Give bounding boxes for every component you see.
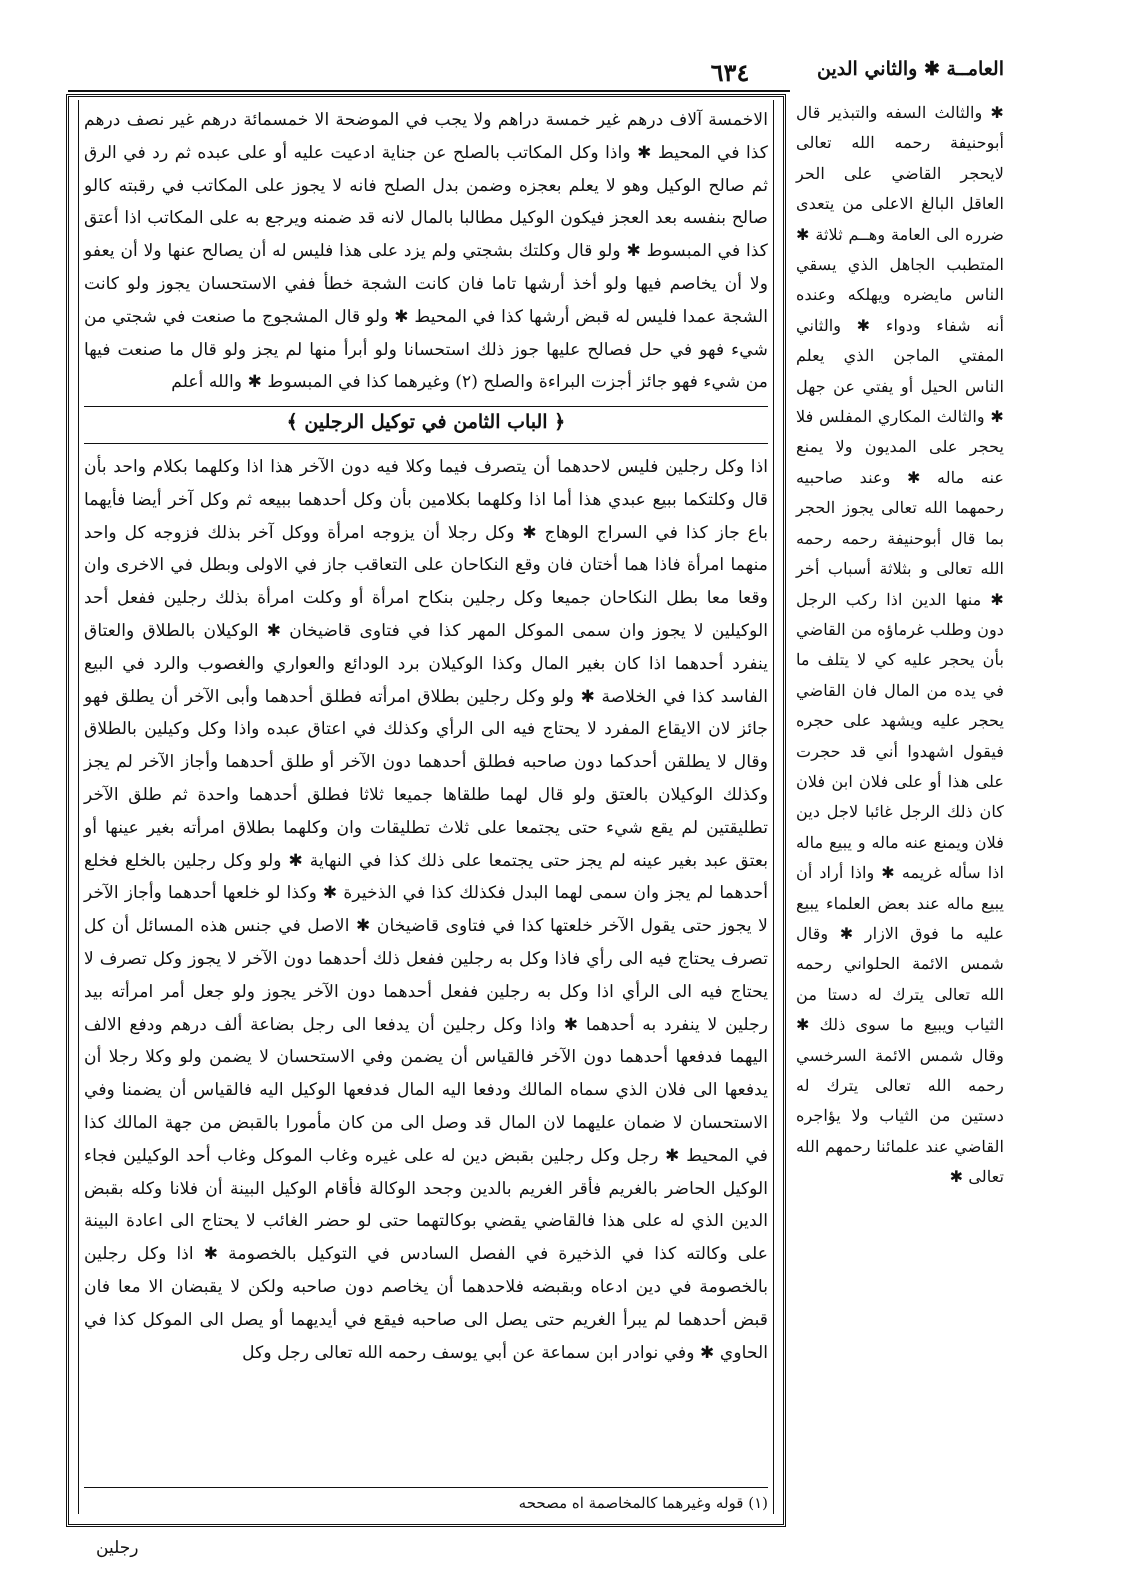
page-number: ٦٣٤ xyxy=(710,58,750,87)
section-heading-box xyxy=(84,406,768,444)
footnote-rule xyxy=(84,1487,768,1488)
margin-commentary: ✱ والثالث السفه والتبذير قال أبوحنيفة رحمه الله تعالى لايحجر القاضي على الحر العاقل البالغ الاعلى من يتعدى ضرره الى العامة وهــم ثلاثة ✱ المتطبب الجاهل الذي يسقي الناس مايضره ويهلكه وعنده أنه شفاء ودواء ✱ والثاني المفتي الماجن الذي يعلم الناس الحيل أو يفتي عن جهل ✱ والثالث المكاري المفلس فلا يحجر على المديون ولا يمنع عنه ماله ✱ وعند صاحبيه رحمهما الله تعالى يجوز الحجر بما قال أبوحنيفة رحمه رحمه الله تعالى و بثلاثة أسباب أخر ✱ منها الدين اذا ركب الرجل دون وطلب غرماؤه من القاضي بأن يحجر عليه كي لا يتلف ما في يده من المال فان القاضي يحجر عليه ويشهد على حجره فيقول اشهدوا أني قد حجرت على هذا أو على فلان ابن فلان كان ذلك الرجل غائبا لاجل دين فلان ويمنع عنه ماله و يبيع ماله اذا سأله غريمه ✱ واذا أراد أن يبيع ماله عند بعض العلماء يبيع عليه ما فوق الازار ✱ وقال شمس الائمة الحلواني رحمه الله تعالى يترك له دستا من الثياب ويبيع ما سوى ذلك ✱ وقال شمس الائمة السرخسي رحمه الله تعالى يترك له دستين من الثياب ولا يؤاجره القاضي عند علمائنا رحمهم الله تعالى ✱ xyxy=(796,103,1004,1187)
main-text-top: الاخمسة آلاف درهم غير خمسة دراهم ولا يجب في الموضحة الا خمسمائة درهم غير نصف درهم كذا في المحيط ✱ واذا وكل المكاتب بالصلح عن جناية ادعيت عليه أو على عبده ثم رد في الرق ثم صالح الوكيل وهو لا يعلم بعجزه وضمن بدل الصلح فانه لا يجوز على المكاتب في رقبته كالو صالح بنفسه بعد العجز فيكون الوكيل مطالبا بالمال لانه قد ضمنه ويرجع به على المكاتب اذا أعتق كذا في المبسوط ✱ ولو قال وكلتك بشجتي ولم يزد على هذا فليس له أن يصالح عنها ولا أن يعفو ولا أن يخاصم فيها ولو أخذ أرشها تاما فان كانت الشجة خطأ ففي الاستحسان يجوز ولو كانت الشجة عمدا فليس له قبض أرشها كذا في المحيط ✱ ولو قال المشجوج ما صنعت في شجتي من شيء فهو في حل فصالح عليها جوز ذلك استحسانا ولو أبرأ منها لم يجز ولو قال ما صنعت فيها من شيء فهو جائز أجزت البراءة والصلح (٢) وغيرهما كذا في المبسوط ✱ والله أعلم xyxy=(84,110,768,393)
main-text-body: اذا وكل رجلين فليس لاحدهما أن يتصرف فيما وكلا فيه دون الآخر هذا اذا وكلهما بكلام واحد بأن قال وكلتكما ببيع عبدي هذا أما اذا وكلهما بكلامين بأن وكل أحدهما ببيعه ثم وكل آخر أيضا فأيهما باع جاز كذا في السراج الوهاج ✱ وكل رجلا أن يزوجه امرأة ووكل آخر بذلك فزوجه كل واحد منهما امرأة فاذا هما أختان فان وقع النكاحان على التعاقب جاز في الاولى وبطل في الاخرى وان وقعا معا بطل النكاحان جميعا وكل رجلين بنكاح امرأة أو وكلت امرأة بذلك رجلين ففعل أحد الوكيلين لا يجوز وان سمى الموكل المهر كذا في فتاوى قاضيخان ✱ الوكيلان بالطلاق والعتاق ينفرد أحدهما اذا كان بغير المال وكذا الوكيلان برد الودائع والعواري والغصوب والرد في البيع الفاسد كذا في الخلاصة ✱ ولو وكل رجلين بطلاق امرأته فطلق أحدهما وأبى الآخر أن يطلق فهو جائز لان الايقاع المفرد لا يحتاج فيه الى الرأي وكذلك في اعتاق عبده واذا وكل وكيلين بالطلاق وقال لا يطلقن أحدكما دون صاحبه فطلق أحدهما دون الآخر أو طلق أحدهما وأجاز الآخر لم يجز وكذلك الوكيلان بالعتق ولو قال لهما طلقاها جميعا ثلاثا فطلق أحدهما واحدة ثم طلق الآخر تطليقتين لم يقع شيء حتى يجتمعا على ثلاث تطليقات وان وكلهما بطلاق امرأته بغير عينها أو بعتق عبد بغير عينه لم يجز حتى يجتمعا على ذلك كذا في النهاية ✱ ولو وكل رجلين بالخلع فخلع أحدهما لم يجز وان سمى لهما البدل فكذلك كذا في الذخيرة ✱ وكذا لو خلعها أحدهما وأجاز الآخر لا يجوز حتى يقول الآخر خلعتها كذا في فتاوى قاضيخان ✱ الاصل في جنس هذه المسائل أن كل تصرف يحتاج فيه الى رأي فاذا وكل به رجلين ففعل ذلك أحدهما دون الآخر لا يجوز وكل تصرف لا يحتاج فيه الى الرأي اذا وكل به رجلين ففعل أحدهما دون الآخر يجوز ولو جعل أمر امرأته بيد رجلين لا ينفرد به أحدهما ✱ واذا وكل رجلين أن يدفعا الى رجل بضاعة ألف درهم ودفع الالف اليهما فدفعها أحدهما دون الآخر فالقياس أن يضمن وفي الاستحسان لا يضمن ولو وكلا رجلا أن يدفعها الى فلان الذي سماه المالك ودفعا اليه المال فدفعها الوكيل اليه فالقياس أن يضمنا وفي الاستحسان لا ضمان عليهما لان المال قد وصل الى من كان مأمورا بالقبض من جهة المالك كذا في المحيط ✱ رجل وكل رجلين بقبض دين له على غيره وغاب الموكل وغاب أحد الوكيلين فجاء الوكيل الحاضر بالغريم فأقر الغريم بالدين وجحد الوكالة فأقام الوكيل البينة أن فلانا وكله بقبض الدين الذي له على هذا فالقاضي يقضي بوكالتهما حتى لو حضر الغائب لا يحتاج الى اعادة البينة على وكالته كذا في الذخيرة في الفصل السادس في التوكيل بالخصومة ✱ اذا وكل رجلين بالخصومة في دين ادعاه وبقبضه فلاحدهما أن يخاصم دون صاحبه ولكن لا يقبضان الا معا فان قبض أحدهما لم يبرأ الغريم حتى يصل الى صاحبه فيقع في أيديهما أو يصل الى الموكل كذا في الحاوي ✱ وفي نوادر ابن سماعة عن أبي يوسف رحمه الله تعالى رجل وكل xyxy=(84,457,768,1363)
catchword: رجلين xyxy=(96,1538,139,1558)
footnote: (١) قوله وغيرهما كالمخاصمة اه مصححه xyxy=(518,1494,768,1512)
header-rule xyxy=(68,90,790,92)
margin-header: العامــة ✱ والثاني الدين xyxy=(817,58,1004,80)
section-title: ﴿ الباب الثامن في توكيل الرجلين ﴾ xyxy=(286,411,566,433)
